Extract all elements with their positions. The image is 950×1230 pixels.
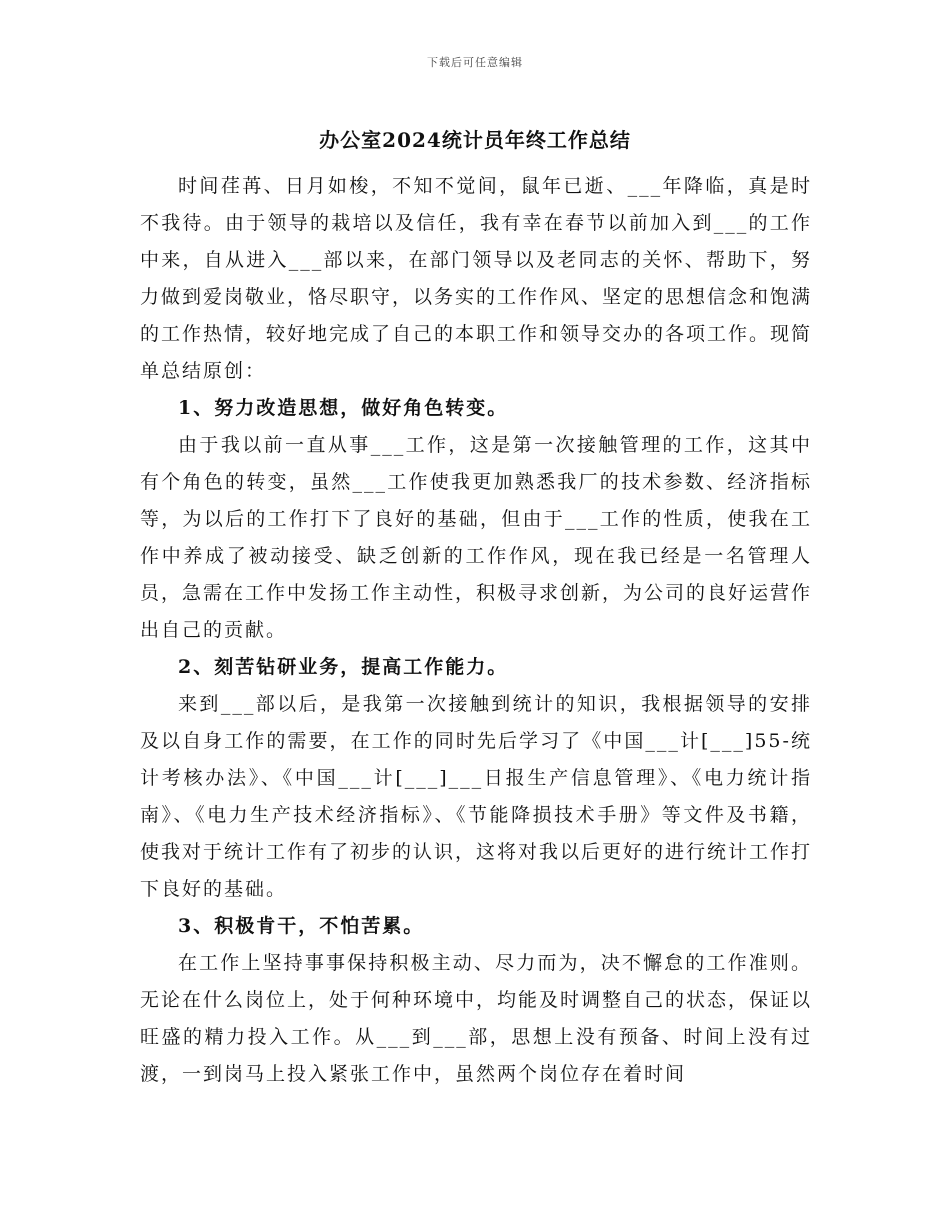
intro-paragraph: 时间荏苒、日月如梭，不知不觉间，鼠年已逝、___年降临，真是时不我待。由于领导的栽培以及信任，我有幸在春节以前加入到___的工作中来，自从进入___部以来，在部门领导以及老同志的关怀、帮助下，努力做到爱岗敬业，恪尽职守，以务实的工作作风、坚定的思想信念和饱满的工作热情，较好地完成了自己的本职工作和领导交办的各项工作。现简单总结原创： bbox=[140, 175, 813, 382]
document-title: 办公室2024统计员年终工作总结 bbox=[319, 128, 631, 152]
section-heading-2: 2、刻苦钻研业务，提高工作能力。 bbox=[178, 656, 509, 678]
document-body bbox=[140, 168, 812, 1093]
section-paragraph-1: 由于我以前一直从事___工作，这是第一次接触管理的工作，这其中有个角色的转变，虽然___工作使我更加熟悉我厂的技术参数、经济指标等，为以后的工作打下了良好的基础，但由于___工作的性质，使我在工作中养成了被动接受、缺乏创新的工作作风，现在我已经是一名管理人员，急需在工作中发扬工作主动性，积极寻求创新，为公司的良好运营作出自己的贡献。 bbox=[140, 434, 813, 641]
section-paragraph-3: 在工作上坚持事事保持积极主动、尽力而为，决不懈怠的工作准则。无论在什么岗位上，处于何种环境中，均能及时调整自己的状态，保证以旺盛的精力投入工作。从___到___部，思想上没有预备、时间上没有过渡，一到岗马上投入紧张工作中，虽然两个岗位存在着时间 bbox=[140, 952, 813, 1085]
section-heading-3: 3、积极肯干，不怕苦累。 bbox=[178, 915, 425, 937]
header-note: 下载后可任意编辑 bbox=[427, 56, 523, 69]
section-heading-1: 1、努力改造思想，做好角色转变。 bbox=[178, 397, 509, 419]
section-paragraph-2: 来到___部以后，是我第一次接触到统计的知识，我根据领导的安排及以自身工作的需要，在工作的同时先后学习了《中国___计[___]55-统计考核办法》、《中国___计[___]___日报生产信息管理》、《电力统计指南》、《电力生产技术经济指标》、《节能降损技术手册》等文件及书籍，使我对于统计工作有了初步的认识，这将对我以后更好的进行统计工作打下良好的基础。 bbox=[140, 693, 813, 900]
